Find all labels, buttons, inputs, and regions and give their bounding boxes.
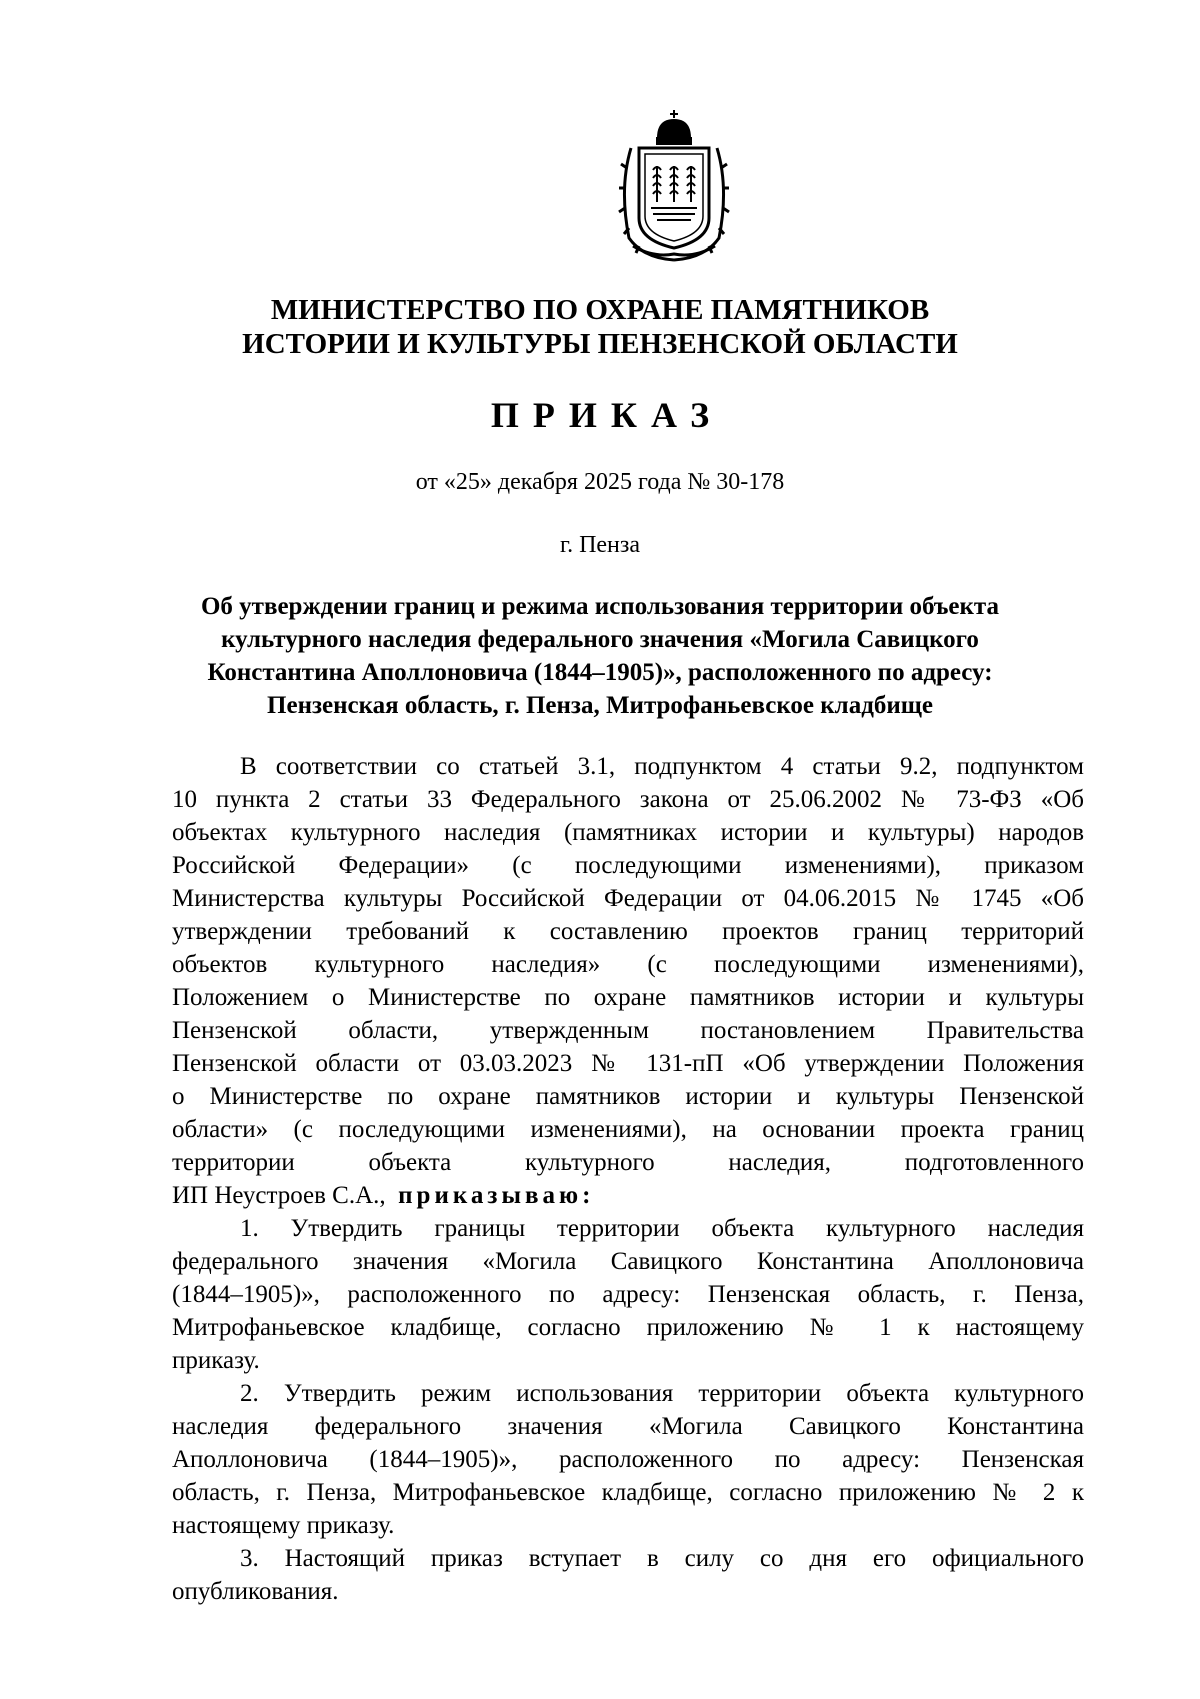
order-place: г. Пенза [559,532,641,558]
preamble-line: 10 пункта 2 статьи 33 Федерального закона от 25.06.2002 № 73-ФЗ «Об [172,786,1084,813]
preamble-last-line [172,1179,1084,1212]
preamble-line: объектов культурного наследия» (с последующими изменениями), [172,951,1084,978]
preamble-line: объектах культурного наследия (памятниках истории и культуры) народов [172,819,1084,846]
preamble-line: территории объекта культурного наследия, подготовленного [172,1149,1084,1176]
coat-of-arms-emblem [613,108,735,264]
preamble-line: Пензенской области от 03.03.2023 № 131-пП «Об утверждении Положения [172,1050,1084,1077]
order-title: ПРИКАЗ [490,395,724,435]
item1-line: 1. Утвердить границы территории объекта культурного наследия [240,1215,1084,1242]
preamble-line: о Министерстве по охране памятников истории и культуры Пензенской [172,1083,1084,1110]
ministry-name-line1: МИНИСТЕРСТВО ПО ОХРАНЕ ПАМЯТНИКОВ [270,294,930,326]
order-body [172,750,1084,1608]
item1-line: федерального значения «Могила Савицкого Константина Аполлоновича [172,1248,1084,1275]
ministry-name [200,293,1000,361]
preamble-last-prefix: ИП Неустроев С.А., [172,1182,386,1209]
ministry-name-line2: ИСТОРИИ И КУЛЬТУРЫ ПЕНЗЕНСКОЙ ОБЛАСТИ [242,328,958,360]
subject-line: культурного наследия федерального значения «Могила Савицкого [221,626,979,653]
preamble-line: Положением о Министерстве по охране памятников истории и культуры [172,984,1084,1011]
item2-line: наследия федерального значения «Могила Савицкого Константина [172,1413,1084,1440]
preamble-line: Пензенской области, утвержденным постановлением Правительства [172,1017,1084,1044]
preamble-line: Министерства культуры Российской Федерации от 04.06.2015 № 1745 «Об [172,885,1084,912]
order-keyword: приказываю: [398,1182,595,1209]
item2-line: область, г. Пенза, Митрофаньевское кладбище, согласно приложению № 2 к [172,1479,1084,1506]
item1-line: Митрофаньевское кладбище, согласно приложению № 1 к настоящему [172,1314,1084,1341]
item2-line: Аполлоновича (1844–1905)», расположенного по адресу: Пензенская [172,1446,1084,1473]
item2-last-line: настоящему приказу. [172,1512,395,1539]
preamble-line: утверждении требований к составлению проектов границ территорий [172,918,1084,945]
preamble-line: области» (с последующими изменениями), на основании проекта границ [172,1116,1084,1143]
item2-line: 2. Утвердить режим использования территории объекта культурного [240,1380,1084,1407]
item1-last-line: приказу. [172,1347,260,1374]
subject-line: Константина Аполлоновича (1844–1905)», расположенного по адресу: [207,659,993,686]
subject-line: Об утверждении границ и режима использования территории объекта [200,593,1000,620]
order-subject [160,590,1040,722]
item3-last-line: опубликования. [172,1578,339,1605]
item3-line: 3. Настоящий приказ вступает в силу со дня его официального [240,1545,1084,1572]
preamble-line: В соответствии со статьей 3.1, подпунктом 4 статьи 9.2, подпунктом [240,753,1084,780]
preamble-line: Российской Федерации» (с последующими изменениями), приказом [172,852,1084,879]
item1-line: (1844–1905)», расположенного по адресу: Пензенская область, г. Пенза, [172,1281,1084,1308]
order-date-number: от «25» декабря 2025 года № 30-178 [415,469,785,495]
subject-line: Пензенская область, г. Пенза, Митрофаньевское кладбище [267,692,933,719]
